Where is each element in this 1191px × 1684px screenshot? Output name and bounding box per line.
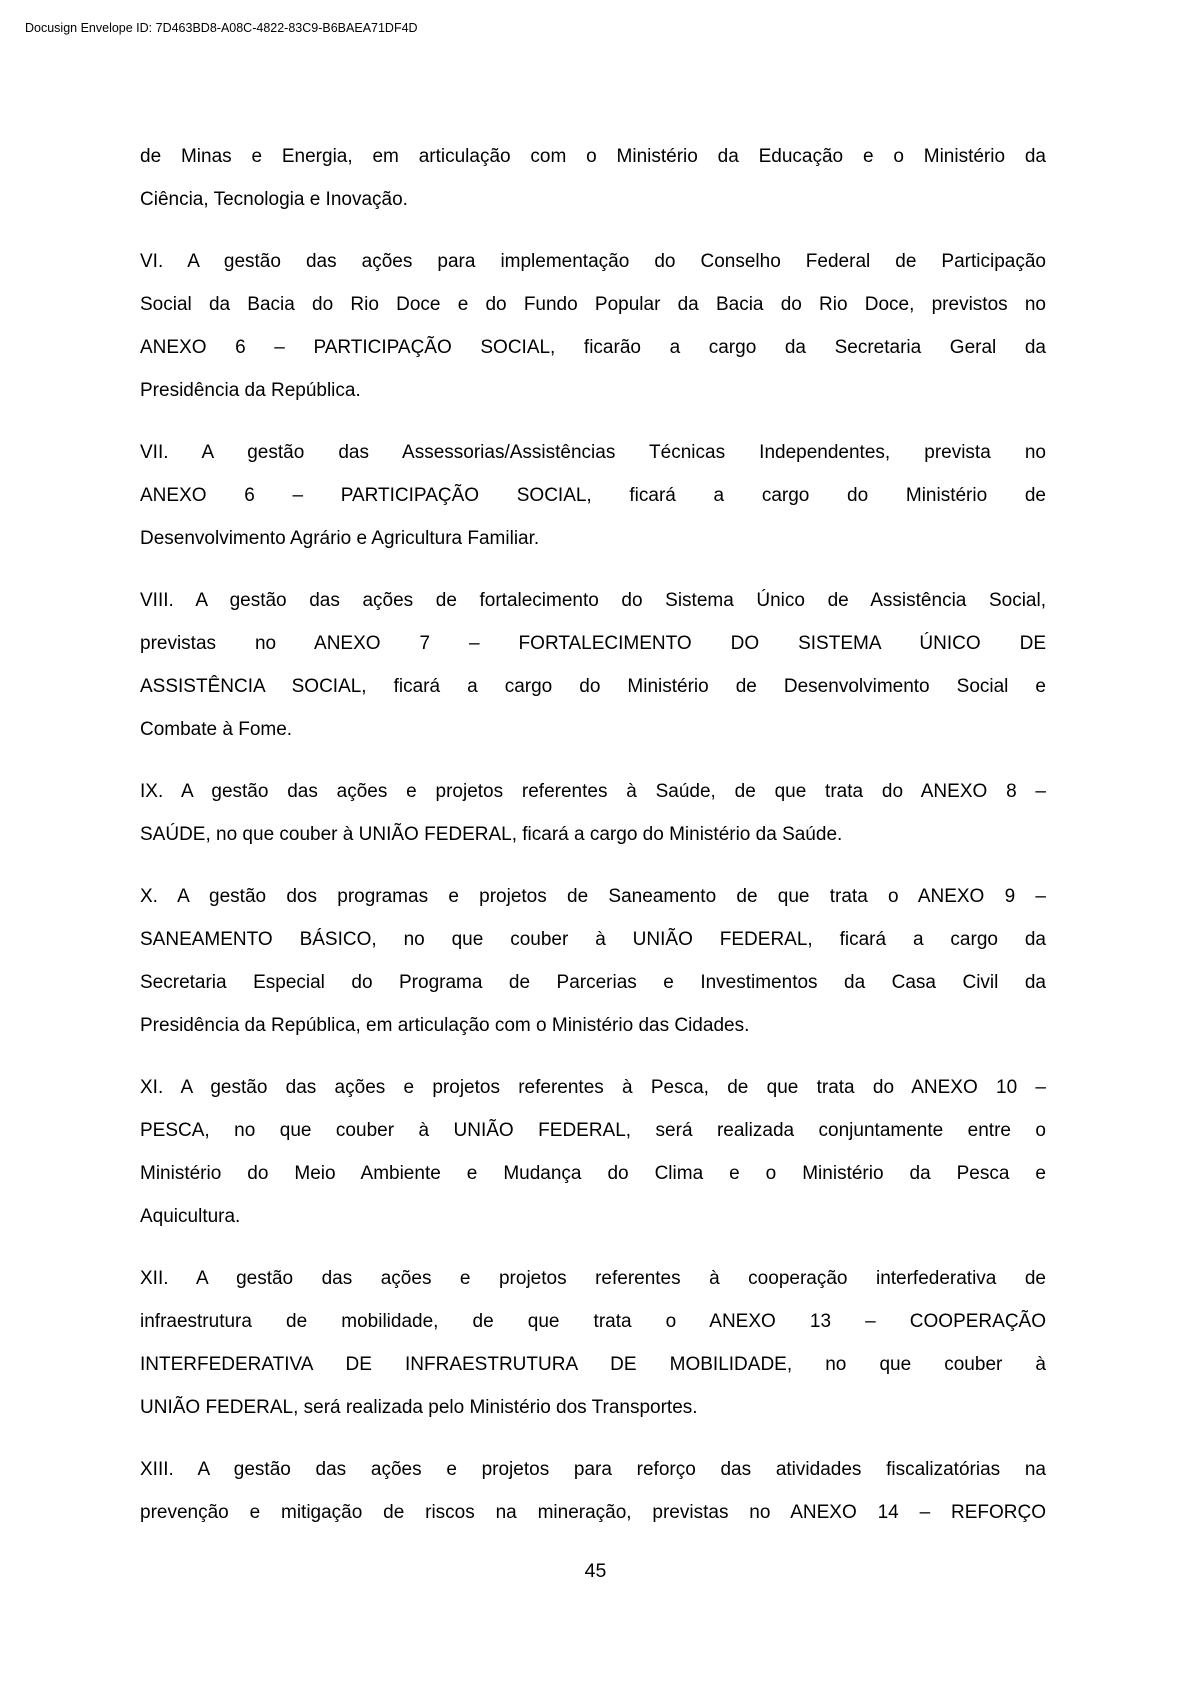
paragraph [140, 240, 1046, 412]
document-body [140, 135, 1046, 1553]
paragraph [140, 431, 1046, 560]
text-line: infraestrutura de mobilidade, de que trata o ANEXO 13 – COOPERAÇÃO [140, 1311, 1046, 1332]
text-line: ANEXO 6 – PARTICIPAÇÃO SOCIAL, ficará a cargo do Ministério de [140, 485, 1046, 506]
text-line: INTERFEDERATIVA DE INFRAESTRUTURA DE MOBILIDADE, no que couber à [140, 1354, 1046, 1375]
text-line: Desenvolvimento Agrário e Agricultura Familiar. [140, 528, 540, 549]
text-line: Social da Bacia do Rio Doce e do Fundo Popular da Bacia do Rio Doce, previstos no [140, 294, 1046, 315]
text-line: ASSISTÊNCIA SOCIAL, ficará a cargo do Ministério de Desenvolvimento Social e [140, 676, 1046, 697]
paragraph [140, 875, 1046, 1047]
text-line: ANEXO 6 – PARTICIPAÇÃO SOCIAL, ficarão a cargo da Secretaria Geral da [140, 337, 1046, 358]
text-line: IX. A gestão das ações e projetos referentes à Saúde, de que trata do ANEXO 8 – [140, 781, 1046, 802]
page-number: 45 [584, 1560, 607, 1582]
text-line: XII. A gestão das ações e projetos referentes à cooperação interfederativa de [140, 1268, 1046, 1289]
text-line: de Minas e Energia, em articulação com o Ministério da Educação e o Ministério da [140, 146, 1046, 167]
text-line: Presidência da República. [140, 380, 361, 401]
text-line: Secretaria Especial do Programa de Parcerias e Investimentos da Casa Civil da [140, 972, 1046, 993]
text-line: Ciência, Tecnologia e Inovação. [140, 189, 408, 210]
paragraph [140, 1448, 1046, 1534]
text-line: VIII. A gestão das ações de fortalecimento do Sistema Único de Assistência Social, [140, 590, 1046, 611]
text-line: prevenção e mitigação de riscos na mineração, previstas no ANEXO 14 – REFORÇO [140, 1502, 1046, 1523]
text-line: SANEAMENTO BÁSICO, no que couber à UNIÃO FEDERAL, ficará a cargo da [140, 929, 1046, 950]
text-line: Aquicultura. [140, 1206, 241, 1227]
text-line: X. A gestão dos programas e projetos de Saneamento de que trata o ANEXO 9 – [140, 886, 1046, 907]
text-line: Ministério do Meio Ambiente e Mudança do Clima e o Ministério da Pesca e [140, 1163, 1046, 1184]
text-line: XI. A gestão das ações e projetos referentes à Pesca, de que trata do ANEXO 10 – [140, 1077, 1046, 1098]
text-line: VII. A gestão das Assessorias/Assistências Técnicas Independentes, prevista no [140, 442, 1046, 463]
text-line: XIII. A gestão das ações e projetos para reforço das atividades fiscalizatórias na [140, 1459, 1046, 1480]
paragraph [140, 1257, 1046, 1429]
paragraph [140, 135, 1046, 221]
text-line: VI. A gestão das ações para implementação do Conselho Federal de Participação [140, 251, 1046, 272]
docusign-envelope-id: Docusign Envelope ID: 7D463BD8-A08C-4822-83C9-B6BAEA71DF4D [25, 21, 418, 35]
text-line: previstas no ANEXO 7 – FORTALECIMENTO DO SISTEMA ÚNICO DE [140, 633, 1046, 654]
text-line: Combate à Fome. [140, 719, 293, 740]
text-line: Presidência da República, em articulação com o Ministério das Cidades. [140, 1015, 750, 1036]
text-line: PESCA, no que couber à UNIÃO FEDERAL, será realizada conjuntamente entre o [140, 1120, 1046, 1141]
text-line: SAÚDE, no que couber à UNIÃO FEDERAL, ficará a cargo do Ministério da Saúde. [140, 824, 843, 845]
paragraph [140, 770, 1046, 856]
text-line: UNIÃO FEDERAL, será realizada pelo Ministério dos Transportes. [140, 1397, 698, 1418]
paragraph [140, 1066, 1046, 1238]
paragraph [140, 579, 1046, 751]
